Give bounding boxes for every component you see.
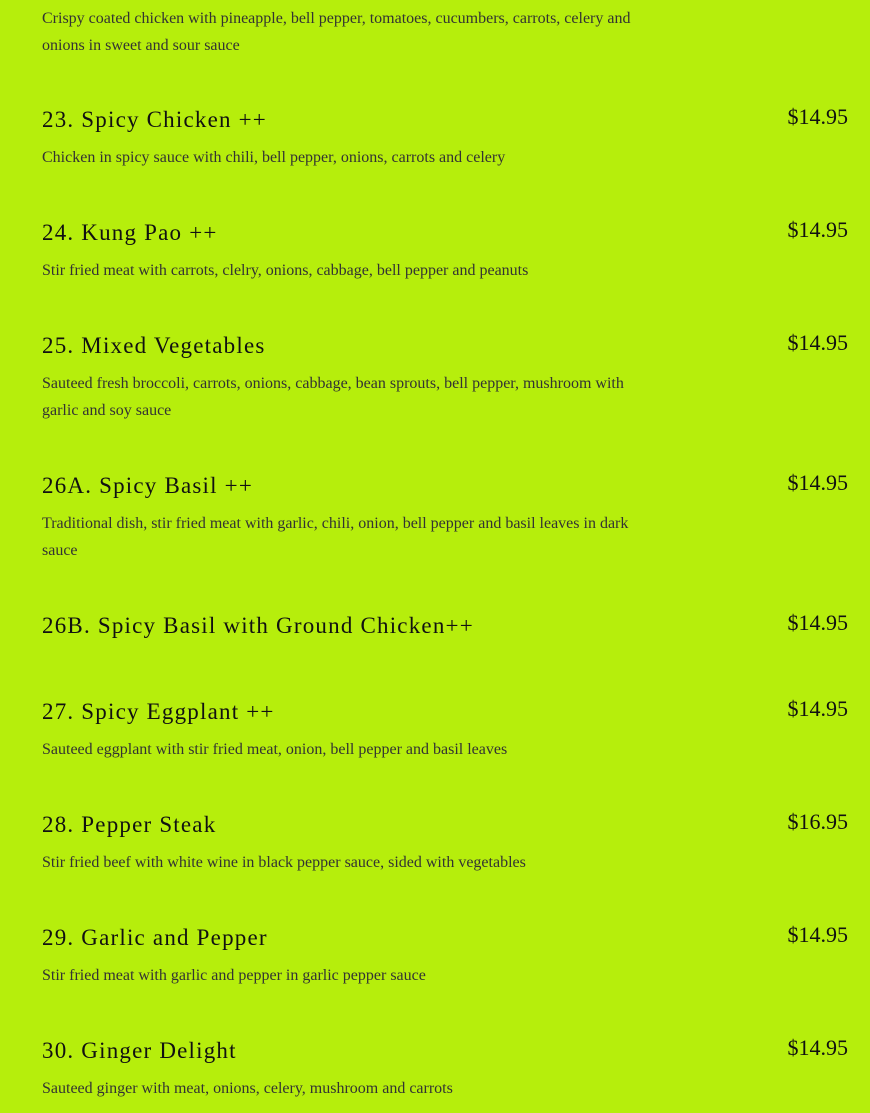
item-name: 30. Ginger Delight bbox=[42, 1038, 237, 1063]
item-price: $14.95 bbox=[787, 217, 848, 242]
item-name: 26A. Spicy Basil ++ bbox=[42, 473, 254, 498]
item-price: $14.95 bbox=[787, 696, 848, 721]
item-price: $14.95 bbox=[787, 922, 848, 947]
item-name: 27. Spicy Eggplant ++ bbox=[42, 699, 275, 724]
item-name: 23. Spicy Chicken ++ bbox=[42, 107, 267, 132]
item-description: Sauteed ginger with meat, onions, celery, mushroom and carrots bbox=[42, 1080, 453, 1097]
item-name: 29. Garlic and Pepper bbox=[42, 925, 268, 950]
item-price: $14.95 bbox=[787, 610, 848, 635]
item-description: Sauteed eggplant with stir fried meat, onion, bell pepper and basil leaves bbox=[42, 741, 508, 758]
item-description: Traditional dish, stir fried meat with garlic, chili, onion, bell pepper and basil leaves in dark sauce bbox=[42, 515, 629, 559]
item-name: 28. Pepper Steak bbox=[42, 812, 217, 837]
item-description: Crispy coated chicken with pineapple, bell pepper, tomatoes, cucumbers, carrots, celery and onions in sweet and sour sauce bbox=[42, 10, 631, 54]
item-price: $14.95 bbox=[787, 1035, 848, 1060]
item-description: Stir fried meat with carrots, clelry, onions, cabbage, bell pepper and peanuts bbox=[42, 262, 529, 279]
item-description: Chicken in spicy sauce with chili, bell pepper, onions, carrots and celery bbox=[42, 149, 506, 166]
item-price: $14.95 bbox=[787, 104, 848, 129]
item-description: Sauteed fresh broccoli, carrots, onions, cabbage, bean sprouts, bell pepper, mushroom with garlic and soy sauce bbox=[42, 375, 624, 419]
item-name: 26B. Spicy Basil with Ground Chicken++ bbox=[42, 613, 474, 638]
item-price: $14.95 bbox=[787, 470, 848, 495]
item-name: 25. Mixed Vegetables bbox=[42, 333, 266, 358]
item-description: Stir fried beef with white wine in black pepper sauce, sided with vegetables bbox=[42, 854, 526, 871]
item-price: $14.95 bbox=[787, 330, 848, 355]
item-description: Stir fried meat with garlic and pepper in garlic pepper sauce bbox=[42, 967, 426, 984]
item-name: 24. Kung Pao ++ bbox=[42, 220, 218, 245]
item-price: $16.95 bbox=[787, 809, 848, 834]
